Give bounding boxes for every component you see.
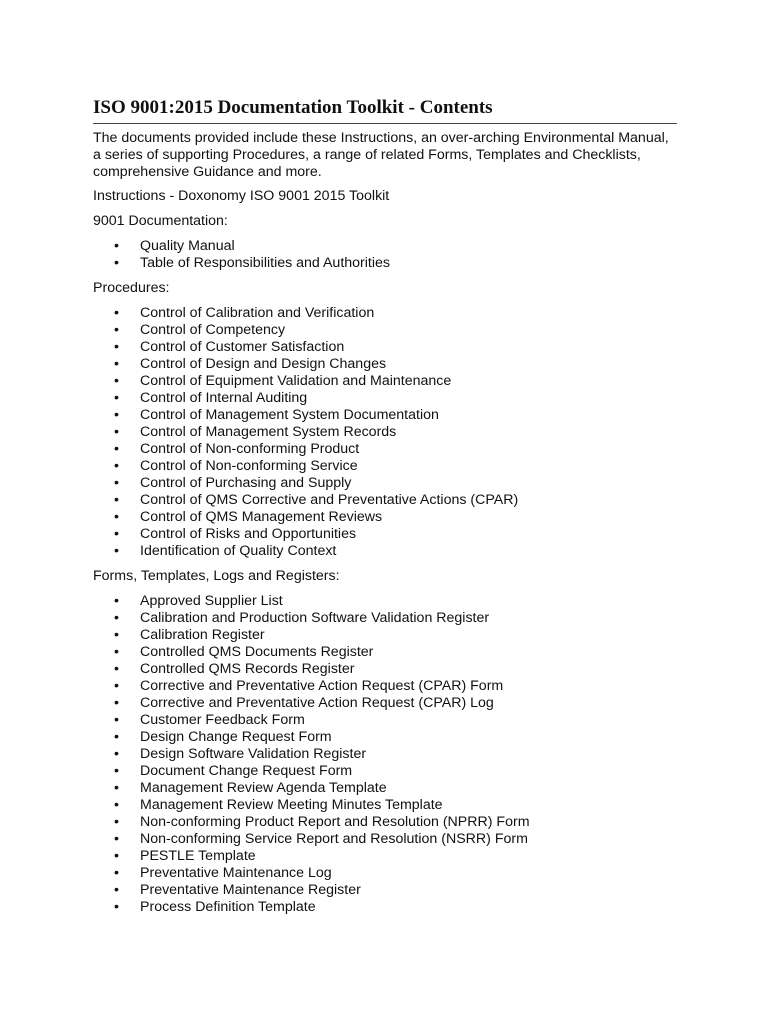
list-item bbox=[114, 390, 677, 407]
list-item bbox=[114, 899, 677, 916]
bullet-icon: • bbox=[114, 899, 119, 915]
list-item-text: Process Definition Template bbox=[140, 899, 316, 915]
list-item-text: Control of Purchasing and Supply bbox=[140, 475, 352, 491]
bullet-icon: • bbox=[114, 678, 119, 694]
bullet-icon: • bbox=[114, 814, 119, 830]
list-item bbox=[114, 712, 677, 729]
bullet-icon: • bbox=[114, 831, 119, 847]
list-item-text: Control of Management System Documentation bbox=[140, 407, 439, 423]
bullet-icon: • bbox=[114, 390, 119, 406]
list-item-text: Calibration Register bbox=[140, 627, 265, 643]
list-item bbox=[114, 441, 677, 458]
list-item bbox=[114, 238, 677, 255]
list-item-text: Corrective and Preventative Action Request (CPAR) Form bbox=[140, 678, 504, 694]
list-item-text: Management Review Agenda Template bbox=[140, 780, 387, 796]
bullet-icon: • bbox=[114, 593, 119, 609]
list-item bbox=[114, 458, 677, 475]
list-item-text: Control of Customer Satisfaction bbox=[140, 339, 345, 355]
list-item bbox=[114, 848, 677, 865]
list-item-text: Control of Non-conforming Service bbox=[140, 458, 358, 474]
procedures-list bbox=[93, 305, 677, 560]
list-item bbox=[114, 509, 677, 526]
list-item bbox=[114, 780, 677, 797]
list-item-text: Control of Risks and Opportunities bbox=[140, 526, 357, 542]
bullet-icon: • bbox=[114, 441, 119, 457]
list-item bbox=[114, 475, 677, 492]
list-item-text: Control of Management System Records bbox=[140, 424, 397, 440]
list-item bbox=[114, 695, 677, 712]
bullet-icon: • bbox=[114, 644, 119, 660]
list-item-text: Controlled QMS Documents Register bbox=[140, 644, 374, 660]
bullet-icon: • bbox=[114, 865, 119, 881]
list-item bbox=[114, 407, 677, 424]
bullet-icon: • bbox=[114, 712, 119, 728]
list-item-text: Control of Internal Auditing bbox=[140, 390, 308, 406]
bullet-icon: • bbox=[114, 627, 119, 643]
bullet-icon: • bbox=[114, 458, 119, 474]
bullet-icon: • bbox=[114, 610, 119, 626]
bullet-icon: • bbox=[114, 695, 119, 711]
list-item bbox=[114, 865, 677, 882]
list-item-text: Preventative Maintenance Log bbox=[140, 865, 332, 881]
section-heading-procedures: Procedures: bbox=[93, 280, 170, 296]
list-item bbox=[114, 729, 677, 746]
list-item-text: PESTLE Template bbox=[140, 848, 256, 864]
section-heading-forms: Forms, Templates, Logs and Registers: bbox=[93, 568, 340, 584]
list-item bbox=[114, 797, 677, 814]
list-item bbox=[114, 543, 677, 560]
bullet-icon: • bbox=[114, 763, 119, 779]
bullet-icon: • bbox=[114, 475, 119, 491]
list-item-text: Preventative Maintenance Register bbox=[140, 882, 361, 898]
list-item-text: Calibration and Production Software Validation Register bbox=[140, 610, 490, 626]
bullet-icon: • bbox=[114, 746, 119, 762]
list-item-text: Control of Calibration and Verification bbox=[140, 305, 375, 321]
bullet-icon: • bbox=[114, 255, 119, 271]
list-item-text: Management Review Meeting Minutes Template bbox=[140, 797, 443, 813]
bullet-icon: • bbox=[114, 407, 119, 423]
list-item bbox=[114, 373, 677, 390]
list-item bbox=[114, 644, 677, 661]
list-item-text: Control of Non-conforming Product bbox=[140, 441, 360, 457]
list-item-text: Design Software Validation Register bbox=[140, 746, 367, 762]
list-item bbox=[114, 678, 677, 695]
bullet-icon: • bbox=[114, 373, 119, 389]
list-item bbox=[114, 492, 677, 509]
bullet-icon: • bbox=[114, 848, 119, 864]
list-item-text: Quality Manual bbox=[140, 238, 235, 254]
list-item bbox=[114, 339, 677, 356]
list-item-text: Document Change Request Form bbox=[140, 763, 353, 779]
list-item bbox=[114, 593, 677, 610]
bullet-icon: • bbox=[114, 729, 119, 745]
list-item-text: Control of Equipment Validation and Maintenance bbox=[140, 373, 452, 389]
list-item bbox=[114, 356, 677, 373]
bullet-icon: • bbox=[114, 661, 119, 677]
list-item bbox=[114, 610, 677, 627]
list-item bbox=[114, 661, 677, 678]
document-page bbox=[93, 96, 677, 916]
bullet-icon: • bbox=[114, 882, 119, 898]
list-item-text: Corrective and Preventative Action Request (CPAR) Log bbox=[140, 695, 494, 711]
list-item-text: Customer Feedback Form bbox=[140, 712, 305, 728]
bullet-icon: • bbox=[114, 322, 119, 338]
bullet-icon: • bbox=[114, 356, 119, 372]
bullet-icon: • bbox=[114, 509, 119, 525]
bullet-icon: • bbox=[114, 238, 119, 254]
bullet-icon: • bbox=[114, 339, 119, 355]
list-item-text: Non-conforming Service Report and Resolution (NSRR) Form bbox=[140, 831, 528, 847]
list-item-text: Control of Competency bbox=[140, 322, 286, 338]
bullet-icon: • bbox=[114, 305, 119, 321]
list-item-text: Approved Supplier List bbox=[140, 593, 283, 609]
list-item bbox=[114, 882, 677, 899]
bullet-icon: • bbox=[114, 780, 119, 796]
list-item bbox=[114, 831, 677, 848]
list-item-text: Design Change Request Form bbox=[140, 729, 332, 745]
bullet-icon: • bbox=[114, 543, 119, 559]
intro-paragraph: The documents provided include these Instructions, an over-arching Environmental Manual, a series of supporting Procedures, a range of related Forms, Templates and Checklists, comprehensive Guidance and more. bbox=[93, 130, 669, 180]
list-item-text: Controlled QMS Records Register bbox=[140, 661, 355, 677]
list-item-text: Non-conforming Product Report and Resolution (NPRR) Form bbox=[140, 814, 530, 830]
list-item bbox=[114, 627, 677, 644]
list-item bbox=[114, 255, 677, 272]
list-item bbox=[114, 746, 677, 763]
bullet-icon: • bbox=[114, 492, 119, 508]
document-title: ISO 9001:2015 Documentation Toolkit - Contents bbox=[93, 96, 677, 124]
instructions-line: Instructions - Doxonomy ISO 9001 2015 Toolkit bbox=[93, 188, 390, 204]
list-item-text: Control of QMS Management Reviews bbox=[140, 509, 383, 525]
list-item-text: Table of Responsibilities and Authorities bbox=[140, 255, 391, 271]
list-item-text: Identification of Quality Context bbox=[140, 543, 337, 559]
forms-list bbox=[93, 593, 677, 916]
documentation-list bbox=[93, 238, 677, 272]
list-item-text: Control of QMS Corrective and Preventative Actions (CPAR) bbox=[140, 492, 519, 508]
bullet-icon: • bbox=[114, 797, 119, 813]
list-item-text: Control of Design and Design Changes bbox=[140, 356, 387, 372]
section-heading-documentation: 9001 Documentation: bbox=[93, 213, 228, 229]
list-item bbox=[114, 424, 677, 441]
list-item bbox=[114, 305, 677, 322]
list-item bbox=[114, 814, 677, 831]
list-item bbox=[114, 763, 677, 780]
bullet-icon: • bbox=[114, 424, 119, 440]
list-item bbox=[114, 322, 677, 339]
list-item bbox=[114, 526, 677, 543]
bullet-icon: • bbox=[114, 526, 119, 542]
